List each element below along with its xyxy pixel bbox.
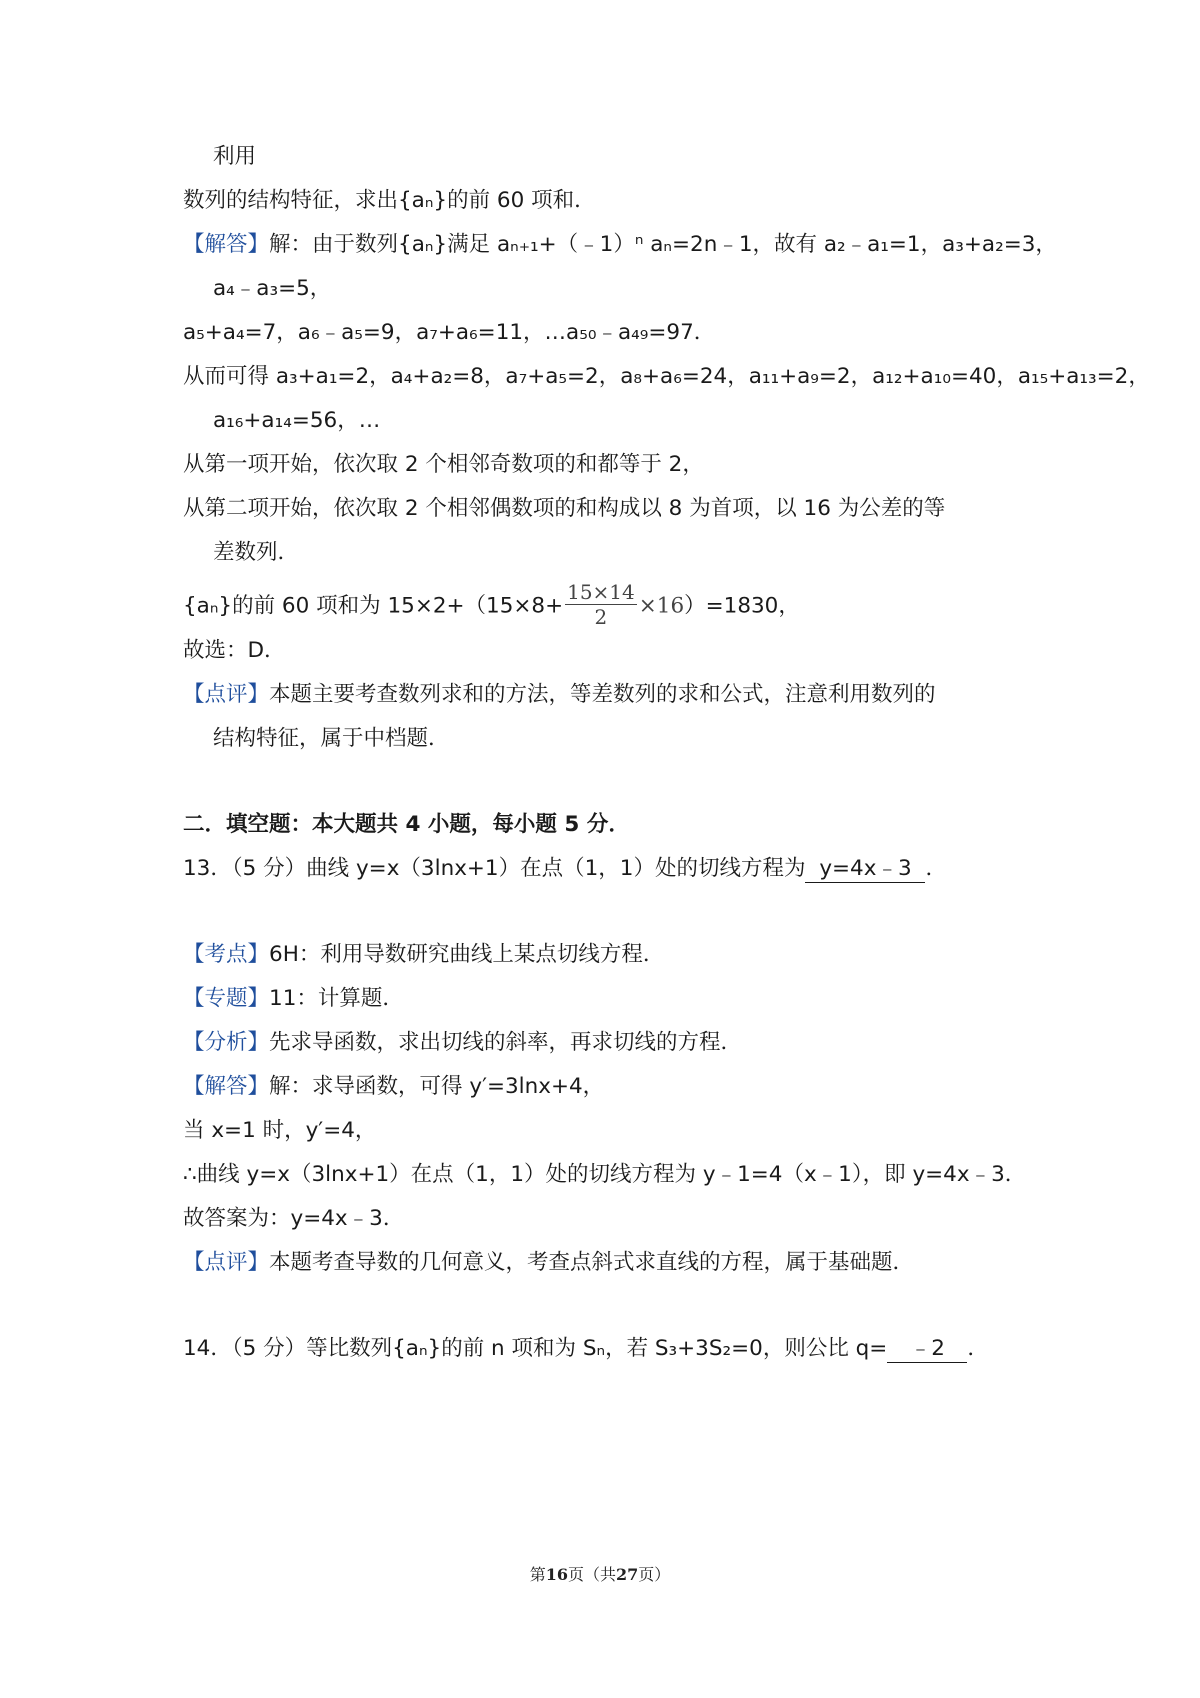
analysis-text: 先求导函数，求出切线的斜率，再求切线的方程．: [269, 1030, 743, 1055]
comment-text: 本题考查导数的几何意义，考查点斜式求直线的方程，属于基础题．: [269, 1250, 915, 1275]
analysis-tag: 【分析】: [183, 1030, 270, 1055]
text-line: 故答案为：y=4x﹣3．: [183, 1206, 405, 1231]
text-line: a₄﹣a₃=5，: [213, 276, 332, 301]
question-13: [183, 854, 947, 884]
text-line: a₅+a₄=7，a₆﹣a₅=9，a₇+a₆=11，…a₅₀﹣a₄₉=97．: [183, 320, 716, 345]
solution-text: 解：求导函数，可得 y′=3lnx+4，: [269, 1074, 605, 1099]
fraction-denominator: 2: [594, 605, 608, 629]
solution-text: 解：由于数列{aₙ}满足 aₙ₊₁+（﹣1）ⁿ aₙ=2n﹣1，故有 a₂﹣a₁=1，a₃+a₂=3，: [269, 232, 1057, 257]
footer-text: 第: [529, 1565, 546, 1584]
fraction: [565, 580, 637, 629]
text-line: 结构特征，属于中档题．: [213, 726, 450, 751]
solution-tag: 【解答】: [183, 1074, 270, 1099]
point-text: 6H：利用导数研究曲线上某点切线方程．: [269, 942, 665, 967]
footer-text: 页）: [638, 1565, 671, 1584]
sum-formula-line: [183, 582, 800, 631]
text-line: 从第一项开始，依次取 2 个相邻奇数项的和都等于 2，: [183, 452, 704, 477]
question-14: [183, 1334, 989, 1364]
question-14-text: 14．（5 分）等比数列{aₙ}的前 n 项和为 Sₙ，若 S₃+3S₂=0，则公比 q=: [183, 1336, 888, 1361]
text-line: a₁₆+a₁₄=56，…: [213, 408, 381, 433]
text-line: 当 x=1 时，y′=4，: [183, 1118, 377, 1143]
times-sixteen: ×16: [638, 593, 685, 619]
sum-prefix: {aₙ}的前 60 项和为 15×2+（15×8+: [183, 593, 564, 619]
page-number: 16: [545, 1565, 568, 1584]
text-line: ∴曲线 y=x（3lnx+1）在点（1，1）处的切线方程为 y﹣1=4（x﹣1），即 y=4x﹣3．: [183, 1162, 1027, 1187]
comment-tag: 【点评】: [183, 1250, 270, 1275]
topic-text: 11：计算题．: [269, 986, 404, 1011]
comment-tag: 【点评】: [183, 682, 270, 707]
comment-line: [183, 680, 936, 710]
comment-text: 本题主要考查数列求和的方法，等差数列的求和公式，注意利用数列的: [269, 682, 936, 707]
total-pages: 27: [616, 1565, 639, 1584]
answer-blank: ﹣2: [887, 1336, 967, 1363]
comment-line: [183, 1248, 914, 1278]
text-line: 故选：D．: [183, 638, 286, 663]
topic-line: [183, 984, 404, 1014]
point-tag: 【考点】: [183, 942, 270, 967]
fraction-numerator: 15×14: [567, 580, 635, 604]
text-line: 从而可得 a₃+a₁=2，a₄+a₂=8，a₇+a₅=2，a₈+a₆=24，a₁₁+a₉=2，a₁₂+a₁₀=40，a₁₅+a₁₃=2，: [183, 364, 1150, 389]
text-line: 从第二项开始，依次取 2 个相邻偶数项的和构成以 8 为首项，以 16 为公差的等: [183, 496, 946, 521]
question-13-text: 13．（5 分）曲线 y=x（3lnx+1）在点（1，1）处的切线方程为: [183, 856, 806, 881]
sum-suffix: ）=1830，: [684, 593, 800, 619]
solution-tag: 【解答】: [183, 232, 270, 257]
point-line: [183, 940, 664, 970]
question-end: ．: [925, 856, 947, 881]
text-line: 数列的结构特征，求出{aₙ}的前 60 项和．: [183, 188, 596, 213]
text-line: 利用: [213, 144, 257, 169]
solution-line: [183, 230, 1057, 260]
page-footer: [0, 1564, 1200, 1586]
section-heading: 二．填空题：本大题共 4 小题，每小题 5 分．: [183, 812, 630, 837]
solution-line: [183, 1072, 604, 1102]
footer-text: 页（共: [567, 1565, 616, 1584]
text-line: 差数列．: [213, 540, 300, 565]
analysis-line: [183, 1028, 742, 1058]
question-end: ．: [967, 1336, 989, 1361]
topic-tag: 【专题】: [183, 986, 270, 1011]
answer-blank: y=4x﹣3: [805, 856, 925, 883]
